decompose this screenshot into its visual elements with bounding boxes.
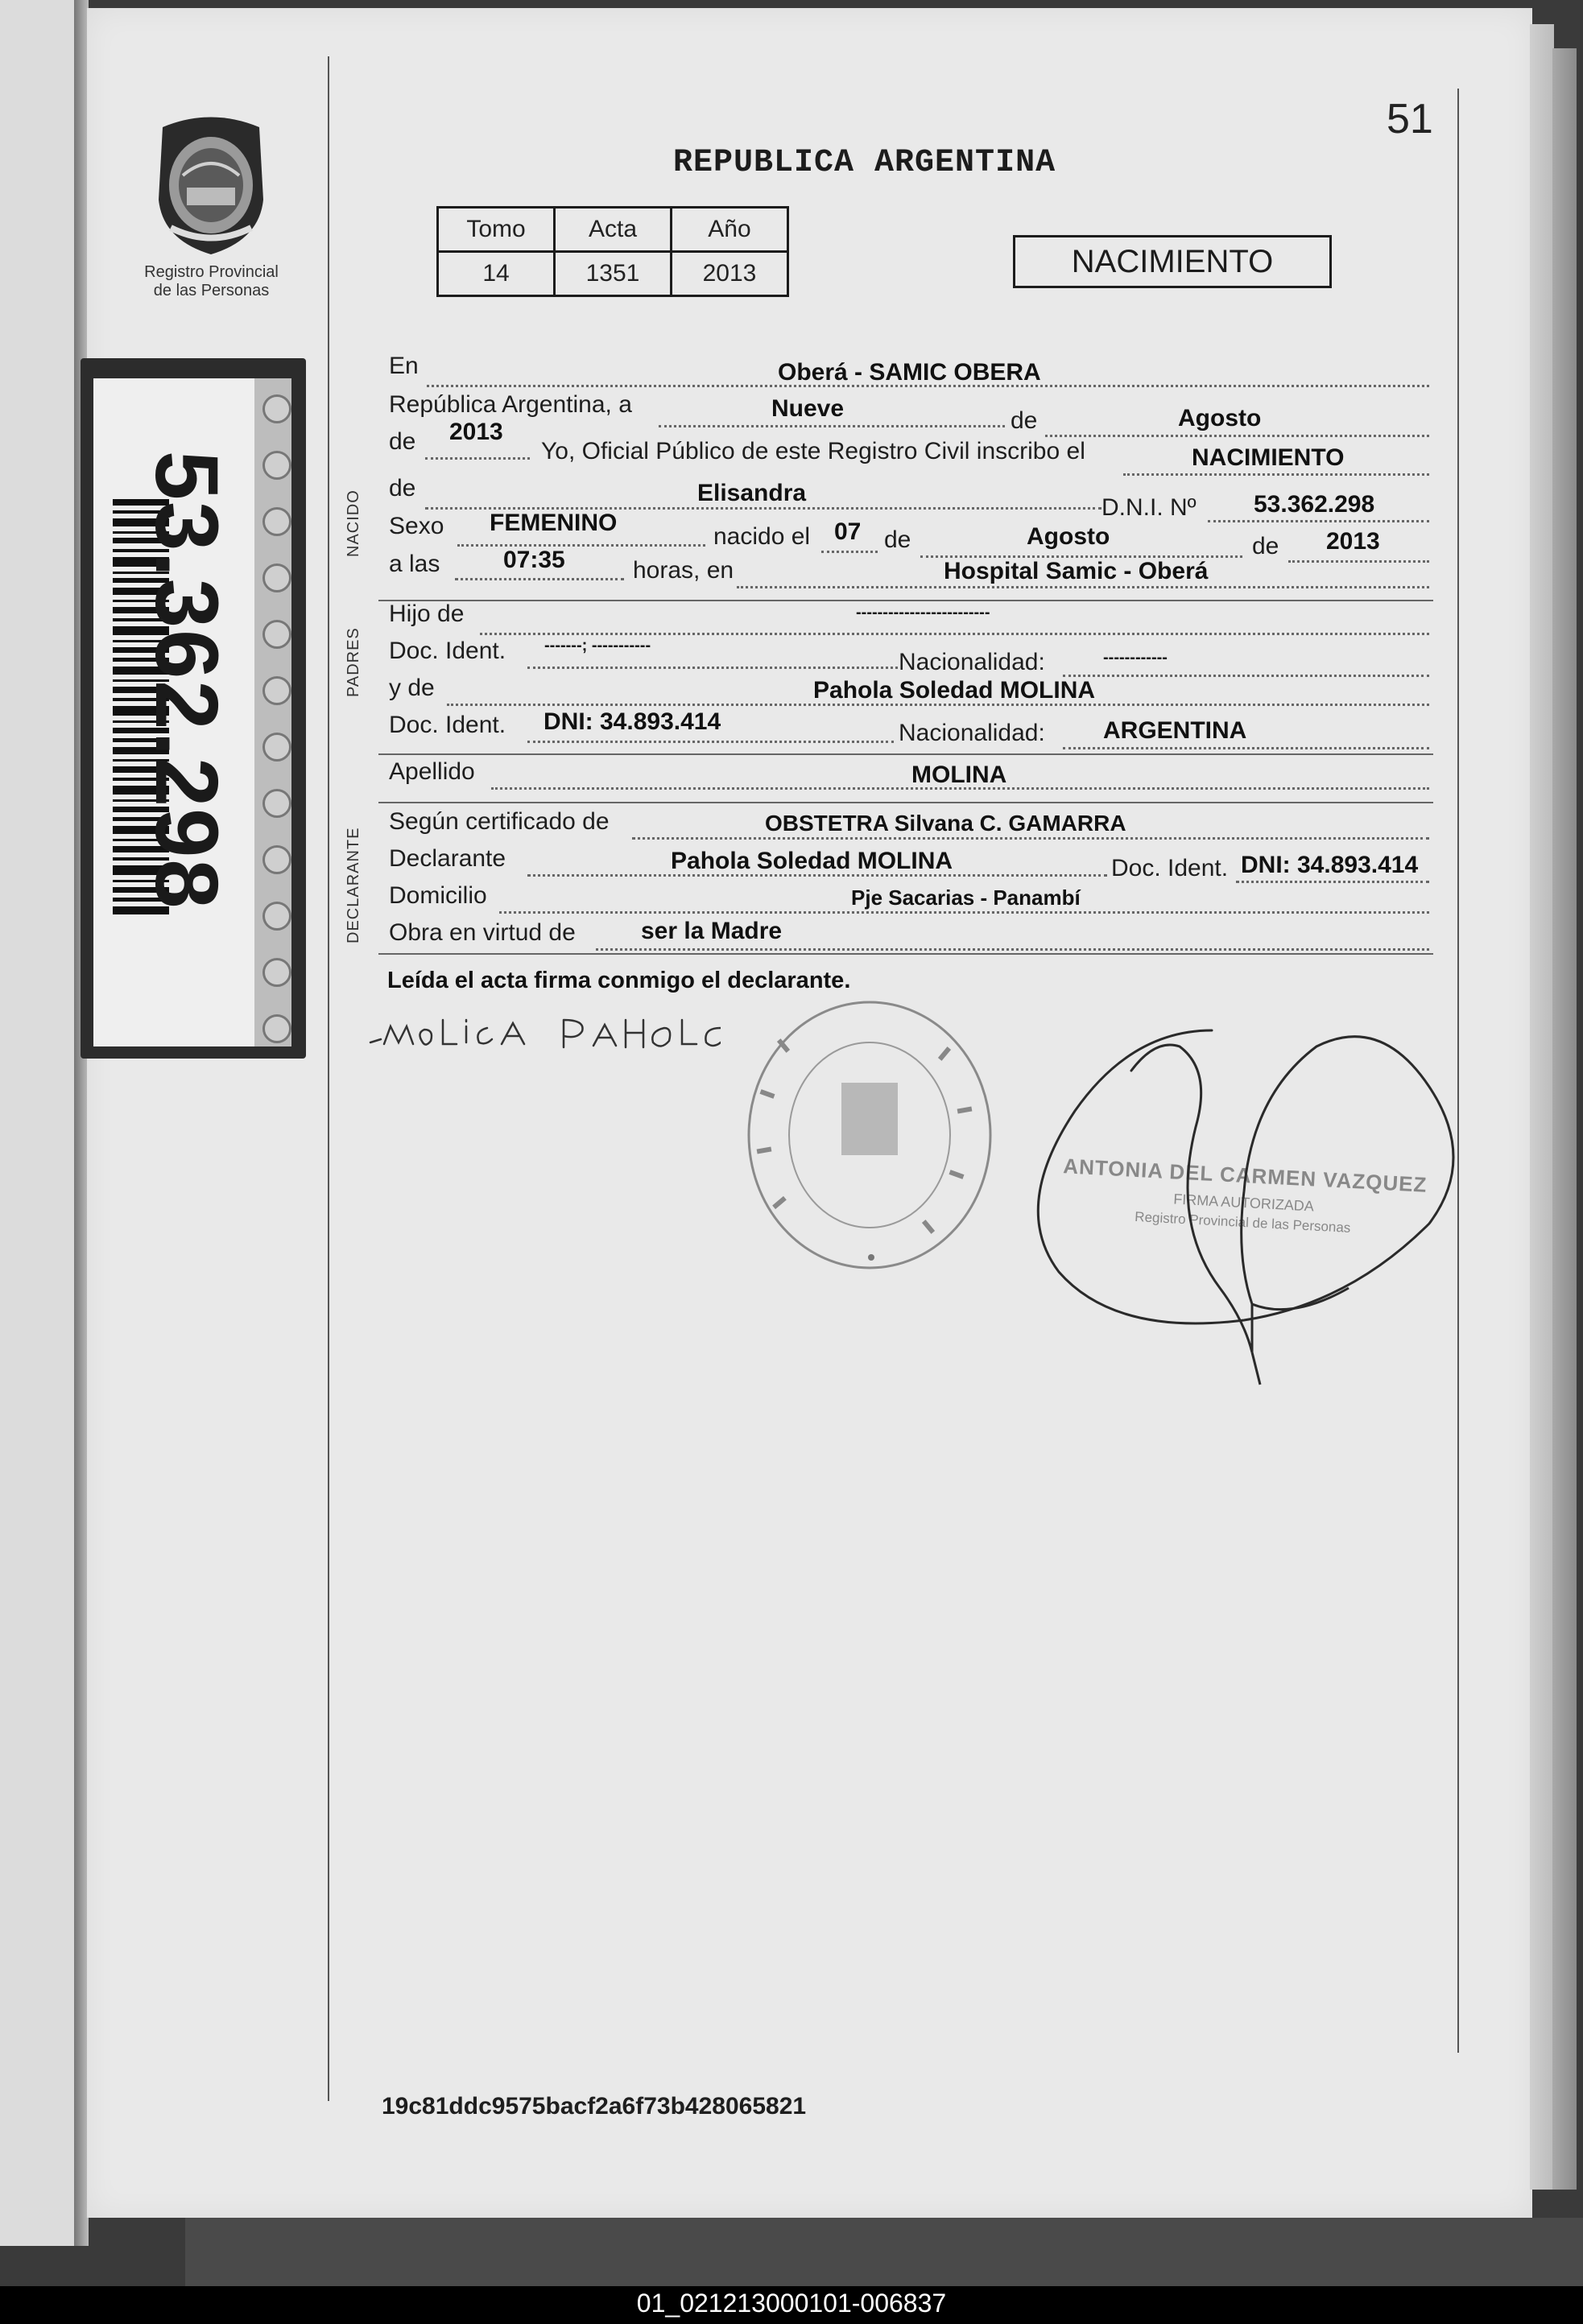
barcode-number: 53.362.298 <box>137 451 236 910</box>
field-label: Domicilio <box>389 882 487 909</box>
field-label: Nacionalidad: <box>899 720 1045 746</box>
dotted-line <box>480 633 1429 635</box>
dotted-line <box>596 948 1429 951</box>
field-label: Nacionalidad: <box>899 649 1045 675</box>
section-label-declarante: DECLARANTE <box>345 827 362 943</box>
field-label: de <box>389 475 416 502</box>
field-label: Según certificado de <box>389 808 610 835</box>
registry-header-cell: Acta <box>555 208 672 252</box>
dotted-line <box>821 551 878 553</box>
field-value-lugar-nacimiento: Hospital Samic - Oberá <box>944 558 1209 584</box>
field-label: horas, en <box>633 557 734 584</box>
registry-value-cell: 2013 <box>672 252 788 296</box>
dotted-line <box>1123 473 1429 476</box>
section-divider <box>378 600 1433 601</box>
registry-value-cell: 14 <box>438 252 555 296</box>
section-divider <box>378 802 1433 803</box>
field-label: nacido el <box>713 523 811 550</box>
field-value-dia: Nueve <box>771 395 845 422</box>
dotted-line <box>455 578 624 580</box>
footer-id: 01_021213000101-006837 <box>636 2289 947 2318</box>
dotted-line <box>457 544 705 547</box>
dotted-line <box>425 457 530 460</box>
field-label: de <box>1252 533 1279 559</box>
logo-caption-line: de las Personas <box>153 282 270 299</box>
field-value-nac-padre: ------------ <box>1103 649 1168 667</box>
field-label: de <box>1011 407 1038 434</box>
field-value-apellido: MOLINA <box>911 762 1007 788</box>
field-value-nac-madre: ARGENTINA <box>1103 717 1247 744</box>
dotted-line <box>632 837 1429 840</box>
field-label: Sexo <box>389 513 444 539</box>
registry-table <box>436 206 789 297</box>
dotted-line <box>659 425 1005 427</box>
field-value-doc-declarante: DNI: 34.893.414 <box>1241 852 1419 878</box>
page-edge <box>1530 24 1554 2190</box>
dotted-line <box>1208 520 1429 522</box>
sticker-fringe <box>262 378 295 1046</box>
left-margin-line <box>328 56 329 2101</box>
record-type-box: NACIMIENTO <box>1013 235 1332 288</box>
registry-header-cell: Tomo <box>438 208 555 252</box>
dotted-line <box>737 586 1429 588</box>
field-label: En <box>389 353 419 379</box>
field-value-nacido-mes: Agosto <box>1027 523 1110 550</box>
field-label: República Argentina, a <box>389 391 632 418</box>
dotted-line <box>527 741 894 743</box>
field-label: Obra en virtud de <box>389 919 576 946</box>
field-value-nacido-anio: 2013 <box>1326 528 1380 555</box>
dotted-line <box>527 667 898 669</box>
field-value-domicilio: Pje Sacarias - Panambí <box>851 885 1081 910</box>
registry-value-row <box>438 252 788 296</box>
field-value-inscribo: NACIMIENTO <box>1192 444 1345 471</box>
field-value-padre: ------------------------- <box>856 604 990 621</box>
field-value-sexo: FEMENINO <box>490 510 618 536</box>
dotted-line <box>1288 560 1429 563</box>
bottom-shadow <box>185 2218 1583 2286</box>
section-label-nacido: NACIDO <box>345 489 362 557</box>
dotted-line <box>1063 675 1429 677</box>
dotted-line <box>1063 747 1429 749</box>
field-label: Doc. Ident. <box>1111 855 1229 881</box>
field-label: de <box>884 526 911 553</box>
field-label: Hijo de <box>389 601 465 627</box>
field-value-doc-madre: DNI: 34.893.414 <box>544 708 721 735</box>
field-value-hora: 07:35 <box>503 547 565 573</box>
field-value-certificado: OBSTETRA Silvana C. GAMARRA <box>765 811 1126 836</box>
field-value-obra: ser la Madre <box>641 918 783 944</box>
stamp-official-name: ANTONIA DEL CARMEN VAZQUEZ <box>1062 1154 1428 1197</box>
field-label: de <box>389 428 416 455</box>
section-divider <box>378 953 1433 955</box>
logo-caption <box>125 263 298 300</box>
registry-header-cell: Año <box>672 208 788 252</box>
field-value-madre: Pahola Soledad MOLINA <box>813 677 1096 704</box>
field-value-doc-padre: -------; ----------- <box>544 637 651 654</box>
left-page <box>0 0 81 2246</box>
field-label: Doc. Ident. <box>389 712 506 738</box>
registry-value-cell: 1351 <box>555 252 672 296</box>
field-value-dni: 53.362.298 <box>1254 491 1375 518</box>
field-label: D.N.I. Nº <box>1101 494 1197 521</box>
official-signature-icon <box>1011 982 1461 1401</box>
document-hash: 19c81ddc9575bacf2a6f73b428065821 <box>382 2093 807 2120</box>
declarant-signature-icon <box>366 1002 721 1067</box>
registry-header-row <box>438 208 788 252</box>
provincial-seal-icon <box>147 111 275 256</box>
field-label: a las <box>389 551 440 577</box>
field-value-nombre: Elisandra <box>697 480 807 506</box>
field-value-nacido-dia: 07 <box>834 518 862 545</box>
field-label: Apellido <box>389 758 475 785</box>
field-label: Doc. Ident. <box>389 638 506 664</box>
dotted-line <box>1045 435 1429 437</box>
document-title: REPUBLICA ARGENTINA <box>673 145 1056 181</box>
page-edge <box>1552 48 1577 2190</box>
field-value-anio: 2013 <box>449 419 503 445</box>
page-number: 51 <box>1387 96 1433 142</box>
logo-caption-line: Registro Provincial <box>144 263 279 281</box>
field-value-declarante: Pahola Soledad MOLINA <box>671 848 953 874</box>
field-label: y de <box>389 675 435 701</box>
field-value-mes: Agosto <box>1178 405 1262 431</box>
stamp-official-role: FIRMA AUTORIZADA <box>1172 1191 1315 1215</box>
field-label: Yo, Oficial Público de este Registro Civil inscribo el <box>541 438 1085 464</box>
field-label: Declarante <box>389 845 506 872</box>
dotted-line <box>499 911 1429 914</box>
round-stamp-icon <box>733 990 1006 1280</box>
section-divider <box>378 753 1433 755</box>
section-label-padres: PADRES <box>345 627 362 697</box>
reading-statement: Leída el acta firma conmigo el declarante. <box>387 968 851 993</box>
field-value-lugar: Oberá - SAMIC OBERA <box>778 359 1041 386</box>
stamp-official-office: Registro Provincial de las Personas <box>1134 1208 1351 1236</box>
dotted-line <box>1236 881 1429 883</box>
